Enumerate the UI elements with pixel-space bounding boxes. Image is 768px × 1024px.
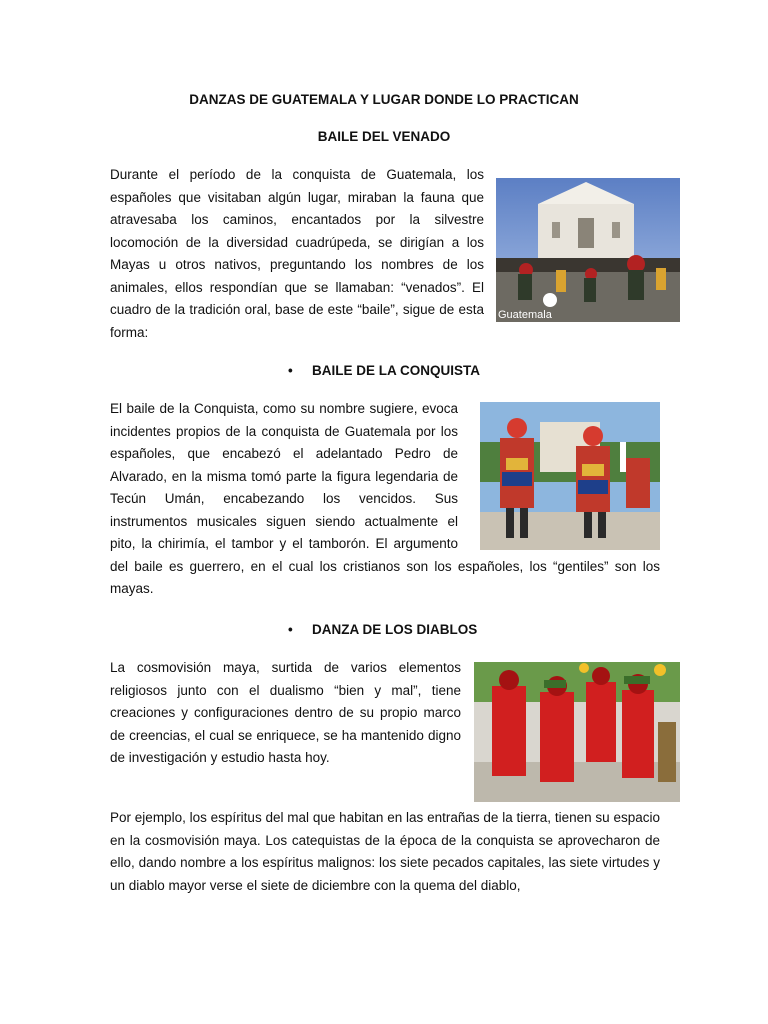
bullet: • xyxy=(288,363,293,378)
photo-baile-venado xyxy=(496,178,680,322)
paragraph-venado: Durante el período de la conquista de Guatemala, los españoles que visitaban algún lugar, miraban la fauna que atravesaba los caminos, encantados por la silvestre locomoción de la diversidad cuadrúpeda, se dirigían a los Mayas u otros nativos, preguntando los nombres de los animales, ellos respondían que se llamaban: “venados”. El cuadro de la tradición oral, base de este “baile”, sigue de esta forma: xyxy=(110,167,484,340)
paragraph-espiritus: Por ejemplo, los espíritus del mal que habitan en las entrañas de la tierra, tienen su espacio en la cosmovisión maya. Los catequistas de la época de la conquista se aprovecharon de ello, dando nombre a los espíritus malignos: los siete pecados capitales, las siete virtudes y un diablo mayor verse el siete de diciembre con la quema del diablo, xyxy=(110,810,660,893)
heading-baile-de-la-conquista xyxy=(288,363,480,378)
bullet: • xyxy=(288,622,293,637)
paragraph-diablos: La cosmovisión maya, surtida de varios elementos religiosos junto con el dualismo “bien y mal”, tiene creaciones y configuraciones dentro de su propio marco de creencias, el cual se enriquece, se ha mantenido digno de investigación y estudio hasta hoy. xyxy=(110,660,461,765)
photo-caption: Guatemala xyxy=(498,309,552,321)
paragraph-conquista-text: El baile de la Conquista, como su nombre sugiere, evoca incidentes propios de la conquista de Guatemala por los españoles, que encabezó el adelantado Pedro de Alvarado, en la misma tomó parte la figura legendaria de Tecún Umán, encabezando los vencidos. Sus instrumentos musicales siguen siendo actualmente el pito, la chirimía, el tambor y el tamborón. El argumento del baile es guerrero, en el cual los cristianos son los españoles, los “gentiles” son los mayas. xyxy=(110,401,660,596)
photo-danza-diablos xyxy=(474,662,680,802)
paragraph-conquista xyxy=(110,398,660,601)
document-title: DANZAS DE GUATEMALA Y LUGAR DONDE LO PRACTICAN xyxy=(189,92,579,107)
heading-danza-de-los-diablos xyxy=(288,622,477,637)
heading-baile-del-venado: BAILE DEL VENADO xyxy=(317,129,451,144)
photo-baile-conquista xyxy=(480,402,660,550)
heading-text: BAILE DE LA CONQUISTA xyxy=(312,363,480,378)
heading-text: DANZA DE LOS DIABLOS xyxy=(312,622,478,637)
